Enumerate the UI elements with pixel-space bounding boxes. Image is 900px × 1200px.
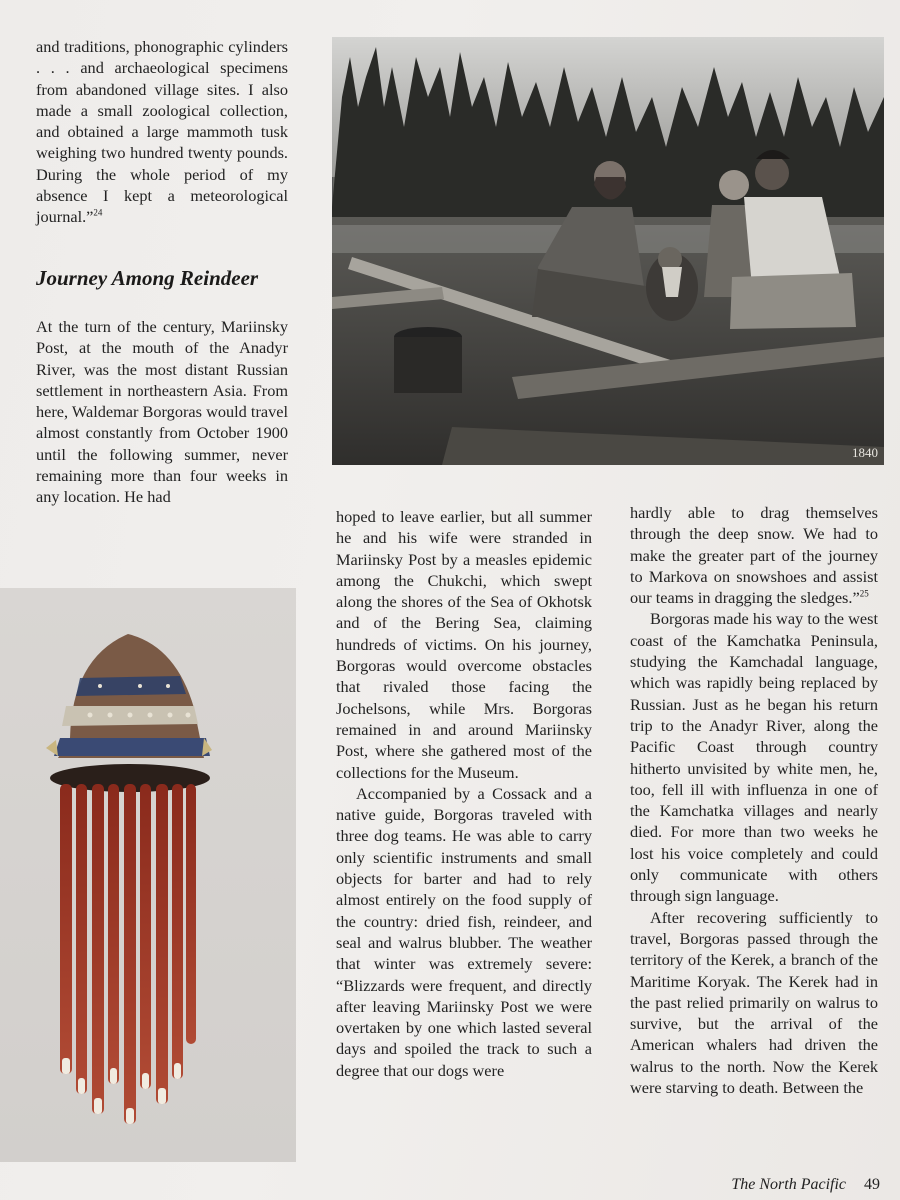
running-title: The North Pacific (731, 1176, 846, 1193)
quote-paragraph: and traditions, phonographic cylinders . . . and archaeological specimens from abandoned village sites. I also made a small zoological collection, and obtained a large mammoth tusk weighing two hundred twenty pounds. During the whole period of my absence I kept a meteorological journal.”$^{24}$ (36, 37, 288, 227)
photo-illustration (332, 37, 884, 465)
right-paragraph-1: hardly able to drag themselves through the deep snow. We had to make the greater part of the journey to Markova on snowshoes and assist our teams in dragging the sledges.”$^{25}$ (630, 503, 878, 608)
right-column (630, 502, 878, 1098)
footnote-ref-24: 24 (93, 207, 103, 218)
page-number: 49 (864, 1176, 880, 1193)
campfire-photograph (332, 37, 884, 465)
negative-number: 1840 (852, 445, 878, 460)
page-footer (731, 1176, 880, 1194)
intro-paragraph: At the turn of the century, Mariinsky Post, at the mouth of the Anadyr River, was the most distant Russian settlement in northeastern Asia. From here, Waldemar Borgoras would travel almost constantly from October 1900 until the following summer, never remaining more than four weeks in any location. He had (36, 317, 288, 507)
left-column-top (36, 36, 288, 228)
left-column-body (36, 316, 288, 508)
section-heading: Journey Among Reindeer (36, 266, 259, 290)
middle-paragraph-2: Accompanied by a Cossack and a native guide, Borgoras traveled with three dog teams. He was able to carry only scientific instruments and small objects for barter and had to rely almost entirely on the food supply of the country: dried fish, reindeer, and seal and walrus blubber. The weather that winter was extremely severe: “Blizzards were frequent, and directly after leaving Mariinsky Post we were overtaken by one which lasted several days and spoiled the track to such a degree that our dogs were (336, 783, 592, 1080)
middle-paragraph-1: hoped to leave earlier, but all summer he and his wife were stranded in Mariinsky Post by a measles epidemic among the Chukchi, which swept along the shores of the Sea of Okhotsk and of the Bering Sea, claiming hundreds of victims. On his journey, Borgoras would overcome obstacles that rivaled those facing the Jochelsons, while Mrs. Borgoras remained in and around Mariinsky Post, where she gathered most of the collections for the Museum. (336, 507, 592, 782)
footnote-ref-25: 25 (859, 588, 869, 599)
right-paragraph-3: After recovering sufficiently to travel, Borgoras passed through the territory of the Kerek, a branch of the Maritime Koryak. The Kerek had in the past relied primarily on walrus to survive, but the arrival of the American whalers had driven the walrus to the north. Now the Kerek were starving to death. Between the (630, 907, 878, 1098)
middle-column (336, 506, 592, 1081)
right-paragraph-2: Borgoras made his way to the west coast of the Kamchatka Peninsula, studying the Kamchadal language, which was rapidly being replaced by Russian. Just as he began his return trip to the Anadyr River, along the Pacific Coast through country hitherto unvisited by white men, he, too, fell ill with influenza in one of the Kamchatka villages and nearly died. For more than two weeks he lost his voice completely and could only communicate with others through sign language. (630, 609, 878, 906)
headdress-illustration (0, 588, 296, 1162)
headdress-artifact-photo (0, 588, 296, 1162)
